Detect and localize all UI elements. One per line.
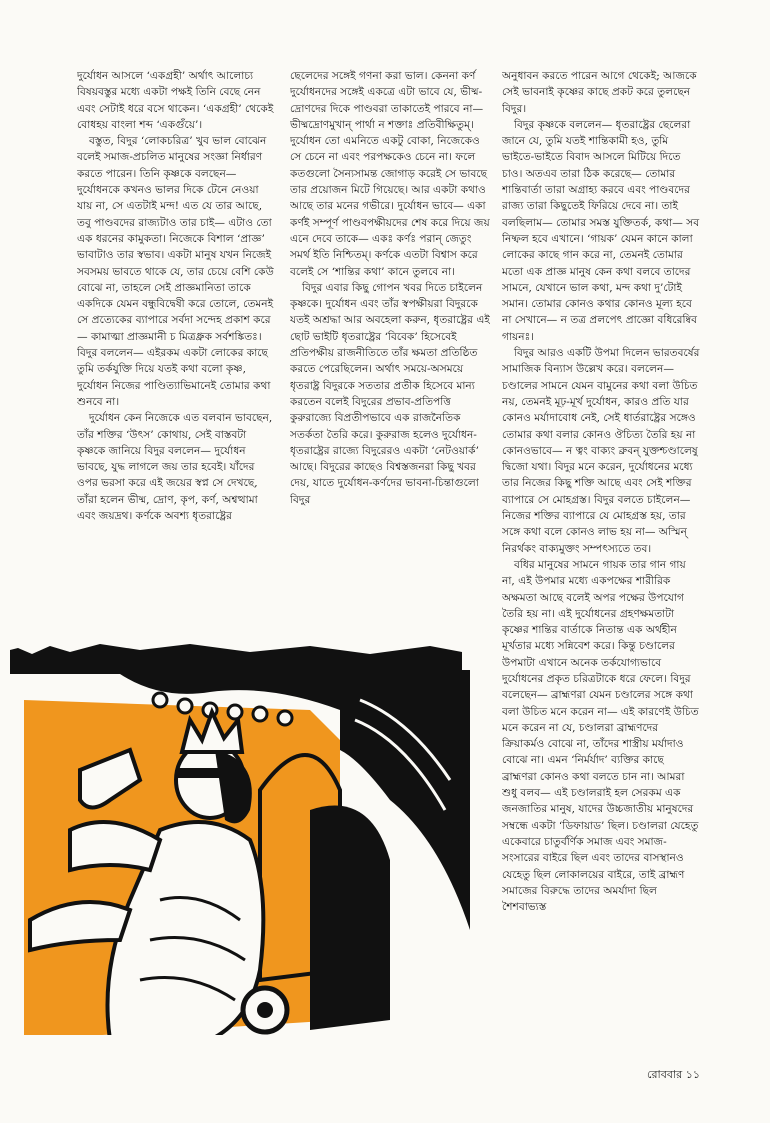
paragraph: বিদুর এবার কিছু গোপন খবর দিতে চাইলেন কৃষ্ণকে। দুর্যোধন এবং তাঁর স্বপক্ষীয়রা বিদুরকে যতই অশ্রদ্ধা আর অবহেলা করুন, ধৃতরাষ্ট্রের এই ছোট ভাইটি ধৃতরাষ্ট্রের ‘বিবেক’ হিসেবেই প্রতিপক্ষীয় রাজনীতিতে তাঁর ক্ষমতা প্রতিষ্ঠিত করতে পেরেছিলেন। অর্থাৎ সময়ে-অসময়ে ধৃতরাষ্ট্র বিদুরকে সততার প্রতীক হিসেবে মান্য করতেন বলেই বিদুরের প্রভাব-প্রতিপত্তি কুরুরাজ্যে বিপ্রতীপভাবে এক রাজনৈতিক সতর্কতা তৈরি করে। কুরুরাজ হলেও দুর্যোধন-ধৃতরাষ্ট্রের রাজ্যে বিদুরেরও একটা ‘নেটওয়ার্ক’ আছে। বিদুরের কাছেও বিশ্বস্তজনরা কিছু খবর দেয়, যাতে দুর্যোধন-কর্ণদের ভাবনা-চিন্তাগুলো বিদুর xyxy=(290,281,490,506)
illustration xyxy=(10,640,472,1050)
paragraph: দুর্যোধন আসলে ‘একগ্রহী’ অর্থাৎ আলোচ্য বিষয়বস্তুর মধ্যে একটা পক্ষই তিনি বেছে নেন এবং সেটাই ধরে বসে থাকেন। ‘একগ্রহী’ থেকেই বোধহয় বাংলা শব্দ ‘একগুঁয়ে’। xyxy=(77,70,274,131)
article-column-1 xyxy=(77,68,277,628)
paragraph: ছেলেদের সঙ্গেই গণনা করা ভাল। কেননা কর্ণ দুর্যোধনদের সঙ্গেই একত্রে এটা ভাবে যে, ভীষ্ম-দ্রোণদের দিকে পাণ্ডবরা তাকাতেই পারবে না— ভীষ্মদ্রোণমুখান্ পার্থা ন শক্তাঃ প্রতিবীক্ষিতুম্। দুর্যোধন তো এমনিতে একটু বোকা, নিজেকেও সে চেনে না এবং পরপক্ষকেও চেনে না। ফলে কতগুলো সৈন্যসামন্ত জোগাড় করেই সে ভাবছে তার প্রয়োজন মিটে গিয়েছে। আর একটা কথাও আছে তার মনের গভীরে। দুর্যোধন ভাবে— একা কর্ণই সম্পূর্ণ পাণ্ডবপক্ষীয়দের শেষ করে দিয়ে জয় এনে দেবে তাকে— একঃ কর্ণঃ পরান্ জেতুং সমর্থ ইতি নিশ্চিতম্। কর্ণকে এতটা বিশ্বাস করে বলেই সে ‘শান্তির কথা’ কানে তুলবে না। xyxy=(290,70,490,278)
page-footer: রোববার ১১ xyxy=(647,1068,700,1081)
paragraph: বধির মানুষের সামনে গায়ক তার গান গায় না, এই উপমার মধ্যে একপক্ষের শারীরিক অক্ষমতা আছে বলেই অপর পক্ষের উপযোগ তৈরি হয় না। এই দুর্যোধনের গ্রহণক্ষমতাটা কৃষ্ণের শান্তির বার্তাকে নিতান্ত এক অর্থহীন মূর্খতার মধ্যে সন্নিবেশ করে। কিন্তু চণ্ডালের উপমাটা এখানে অনেক তর্কযোগ্যভাবে দুর্যোধনের প্রকৃত চরিত্রটাকে ধরে ফেলে। বিদুর বলেছেন— ব্রাহ্মণরা যেমন চণ্ডালের সঙ্গে কথা বলা উচিত মনে করেন না— এই কারণেই উচিত মনে করেন না যে, চণ্ডালরা ব্রাহ্মণদের ক্রিয়াকর্মও বোঝে না, তাঁদের শাস্ত্রীয় মর্যাদাও বোঝে না। এমন ‘নির্মর্যাদ’ ব্যক্তির কাছে ব্রাহ্মণরা কোনও কথা বলতে চান না। আমরা শুধু বলব— এই চণ্ডালরাই হল সেরকম এক জনজাতির মানুষ, যাদের উচ্চজাতীয় মানুষদের সম্বন্ধে একটা ‘ডিফায়াড’ ছিল। চণ্ডালরা যেহেতু একেবারে চাতুর্বর্ণিক সমাজ এবং সমাজ-সংসারের বাইরে ছিল এবং তাদের বাসস্থানও যেহেতু ছিল লোকালয়ের বাইরে, তাই ব্রাহ্মণ সমাজের বিরুদ্ধে তাদের অমর্যাদা ছিল শৈশবাভ্যস্ত xyxy=(502,558,699,914)
paragraph: অনুধাবন করতে পারেন আগে থেকেই; আজকে সেই ভাবনাই কৃষ্ণের কাছে প্রকট করে তুলছেন বিদুর। xyxy=(502,70,697,115)
article-column-2 xyxy=(290,68,490,628)
illustration-svg xyxy=(10,640,472,1050)
paragraph: বিদুর আরও একটি উপমা দিলেন ভারতবর্ষের সামাজিক বিন্যাস উল্লেখ করে। বললেন— চণ্ডালের সামনে যেমন বামুনের কথা বলা উচিত নয়, তেমনই মূঢ়-মূর্খ দুর্যোধন, কারও প্রতি যার কোনও মর্যাদাবোধ নেই, সেই ধার্তরাষ্ট্রের সঙ্গেও তোমার কথা বলার কোনও ঔচিত্য তৈরি হয় না কোনওভাবে— ন ত্বং বাক্যং ব্রুবন্ যুক্তশ্চণ্ডালেষু দ্বিজো যথা। বিদুর মনে করেন, দুর্যোধনের মধ্যে তার নিজের কিছু শক্তি আছে এবং সেই শক্তির ব্যাপারে সে মোহগ্রস্ত। বিদুর বলতে চাইলেন— নিজের শক্তির ব্যাপারে যে মোহগ্রস্ত হয়, তার সঙ্গে কথা বলে কোনও লাভ হয় না— অস্মিন্ নিরর্থকং বাক্যমুক্তং সম্পৎস্যতে তব। xyxy=(502,347,700,555)
paragraph: বস্তুত, বিদুর ‘লোকচরিত্র’ খুব ভাল বোঝেন বলেই সমাজ-প্রচলিত মানুষের সংজ্ঞা নির্ধারণ করতে পারেন। তিনি কৃষ্ণকে বলছেন— দুর্যোধনকে কখনও ভালর দিকে টেনে নেওয়া যায় না, সে এতটাই মন্দ! এত যে তার আছে, তবু পাণ্ডবদের রাজ্যটাও তার চাই— এটাও তো এক ধরনের কামুকতা। নিজেকে বিশাল ‘প্রাজ্ঞ’ ভাবাটাও তার স্বভাব। একটা মানুষ যখন নিজেই সবসময় ভাবতে থাকে যে, তার চেয়ে বেশি কেউ বোঝে না, তাহলে সেই প্রাজ্ঞমানিতা তাকে একদিকে যেমন বন্ধুবিদ্বেষী করে তোলে, তেমনই সে প্রত্যেকের ব্যাপারে সর্বদা সন্দেহ প্রকাশ করে— কামাত্মা প্রাজ্ঞমানী চ মিত্রধ্রুক সর্বশঙ্কিতঃ। বিদুর বললেন— এইরকম একটা লোকের কাছে তুমি তর্কযুক্তি দিয়ে যতই কথা বলো কৃষ্ণ, দুর্যোধন নিজের পাণ্ডিত্যাভিমানেই তোমার কথা শুনবে না। xyxy=(77,135,274,408)
paragraph: দুর্যোধন কেন নিজেকে এত বলবান ভাবছেন, তাঁর শক্তির ‘উৎস’ কোথায়, সেই বাস্তবটা কৃষ্ণকে জানিয়ে বিদুর বললেন— দুর্যোধন ভাবছে, যুদ্ধ লাগলে জয় তার হবেই। যাঁদের ওপর ভরসা করে এই জয়ের স্বপ্ন সে দেখছে, তাঁরা হলেন ভীষ্ম, দ্রোণ, কৃপ, কর্ণ, অশ্বত্থামা এবং জয়দ্রথ। কর্ণকে অবশ্য ধৃতরাষ্ট্রের xyxy=(77,412,273,523)
article-column-3 xyxy=(502,68,700,1058)
paragraph: বিদুর কৃষ্ণকে বললেন— ধৃতরাষ্ট্রের ছেলেরা জানে যে, তুমি যতই শান্তিকামী হও, তুমি ভাইতে-ভাইতে বিবাদ আসলে মিটিয়ে দিতে চাও। অতএব তারা ঠিক করেছে— তোমার শান্তিবার্তা তারা অগ্রাহ্য করবে এবং পাণ্ডবদের রাজ্য তারা কিছুতেই ফিরিয়ে দেবে না। তাই বলছিলাম— তোমার সমস্ত যুক্তিতর্ক, কথা— সব নিষ্ফল হবে এখানে। ‘গায়ক’ যেমন কানে কালা লোকের কাছে গান করে না, তেমনই তোমার মতো এক প্রাজ্ঞ মানুষ কেন কথা বলবে তাদের সামনে, যেখানে ভাল কথা, মন্দ কথা দু’টোই সমান। তোমার কোনও কথার কোনও মূল্য হবে না সেখানে— ন তত্র প্রলপেৎ প্রাজ্ঞো বধিরেষ্বিব গায়নঃ। xyxy=(502,118,700,343)
